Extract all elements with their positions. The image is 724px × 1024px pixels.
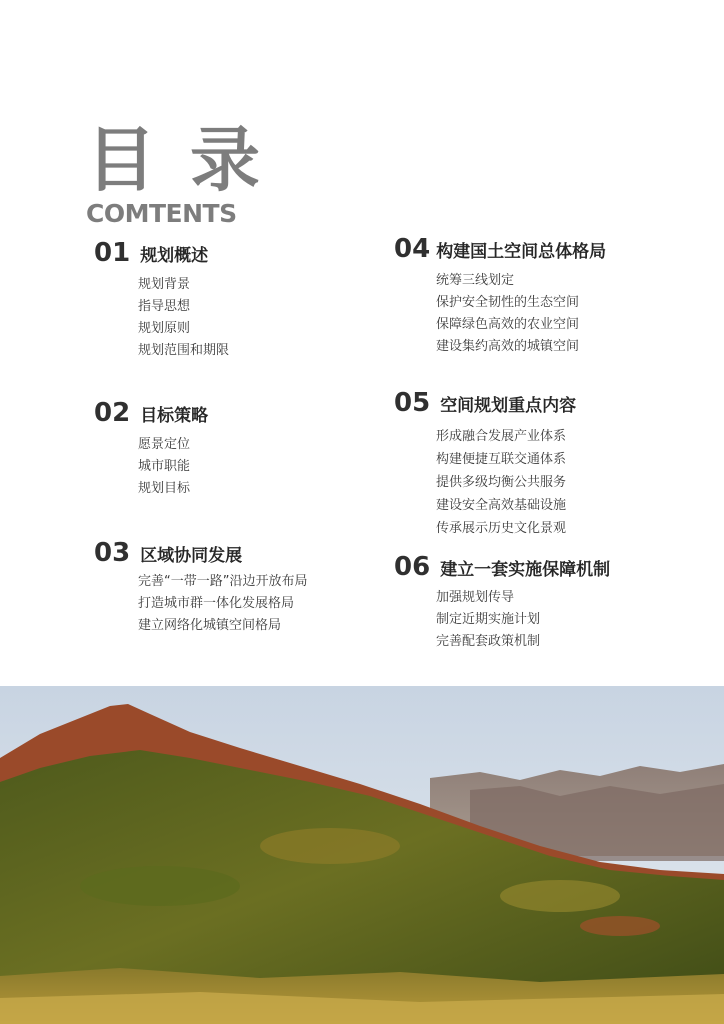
section-title: 构建国土空间总体格局 <box>436 242 607 262</box>
toc-section-06 <box>394 552 610 653</box>
toc-item: 完善“一带一路”沿边开放布局 <box>138 574 308 589</box>
toc-item: 统筹三线划定 <box>436 273 515 288</box>
toc-section-05 <box>394 388 576 540</box>
section-title: 规划概述 <box>140 246 209 266</box>
section-title: 区域协同发展 <box>140 546 243 566</box>
toc-item: 指导思想 <box>138 299 191 314</box>
section-number: 04 <box>394 234 431 264</box>
toc-item: 建设集约高效的城镇空间 <box>436 339 580 354</box>
toc-item: 规划背景 <box>138 277 191 292</box>
toc-item: 城市职能 <box>138 459 191 474</box>
toc-section-02 <box>94 398 208 500</box>
toc-item: 规划原则 <box>138 321 191 336</box>
toc-item: 建设安全高效基础设施 <box>436 498 567 513</box>
page-title-en: COMTENTS <box>86 199 237 228</box>
toc-item: 形成融合发展产业体系 <box>436 429 567 444</box>
toc-item: 保护安全韧性的生态空间 <box>436 295 580 310</box>
toc-section-03 <box>94 538 307 637</box>
toc-item: 传承展示历史文化景观 <box>436 521 567 536</box>
section-number: 05 <box>394 388 431 418</box>
section-number: 02 <box>94 398 131 428</box>
toc-item: 构建便捷互联交通体系 <box>436 452 567 467</box>
toc-item: 规划范围和期限 <box>138 343 230 358</box>
toc-item: 制定近期实施计划 <box>436 612 541 627</box>
toc-item: 加强规划传导 <box>436 590 515 605</box>
section-title: 目标策略 <box>140 406 209 426</box>
toc-item: 完善配套政策机制 <box>436 634 541 649</box>
toc-section-01 <box>94 238 229 362</box>
section-number: 01 <box>94 238 131 268</box>
landscape-photo <box>0 686 724 1024</box>
page-title-cn: 目录 <box>86 119 294 201</box>
section-number: 06 <box>394 552 431 582</box>
toc-section-04 <box>394 234 606 358</box>
toc-item: 建立网络化城镇空间格局 <box>138 618 282 633</box>
section-title: 空间规划重点内容 <box>440 396 577 416</box>
toc-item: 提供多级均衡公共服务 <box>436 475 567 490</box>
toc-item: 打造城市群一体化发展格局 <box>138 596 295 611</box>
toc-item: 规划目标 <box>138 481 191 496</box>
toc-item: 保障绿色高效的农业空间 <box>436 317 580 332</box>
section-title: 建立一套实施保障机制 <box>440 560 611 580</box>
section-number: 03 <box>94 538 131 568</box>
toc-item: 愿景定位 <box>138 437 191 452</box>
